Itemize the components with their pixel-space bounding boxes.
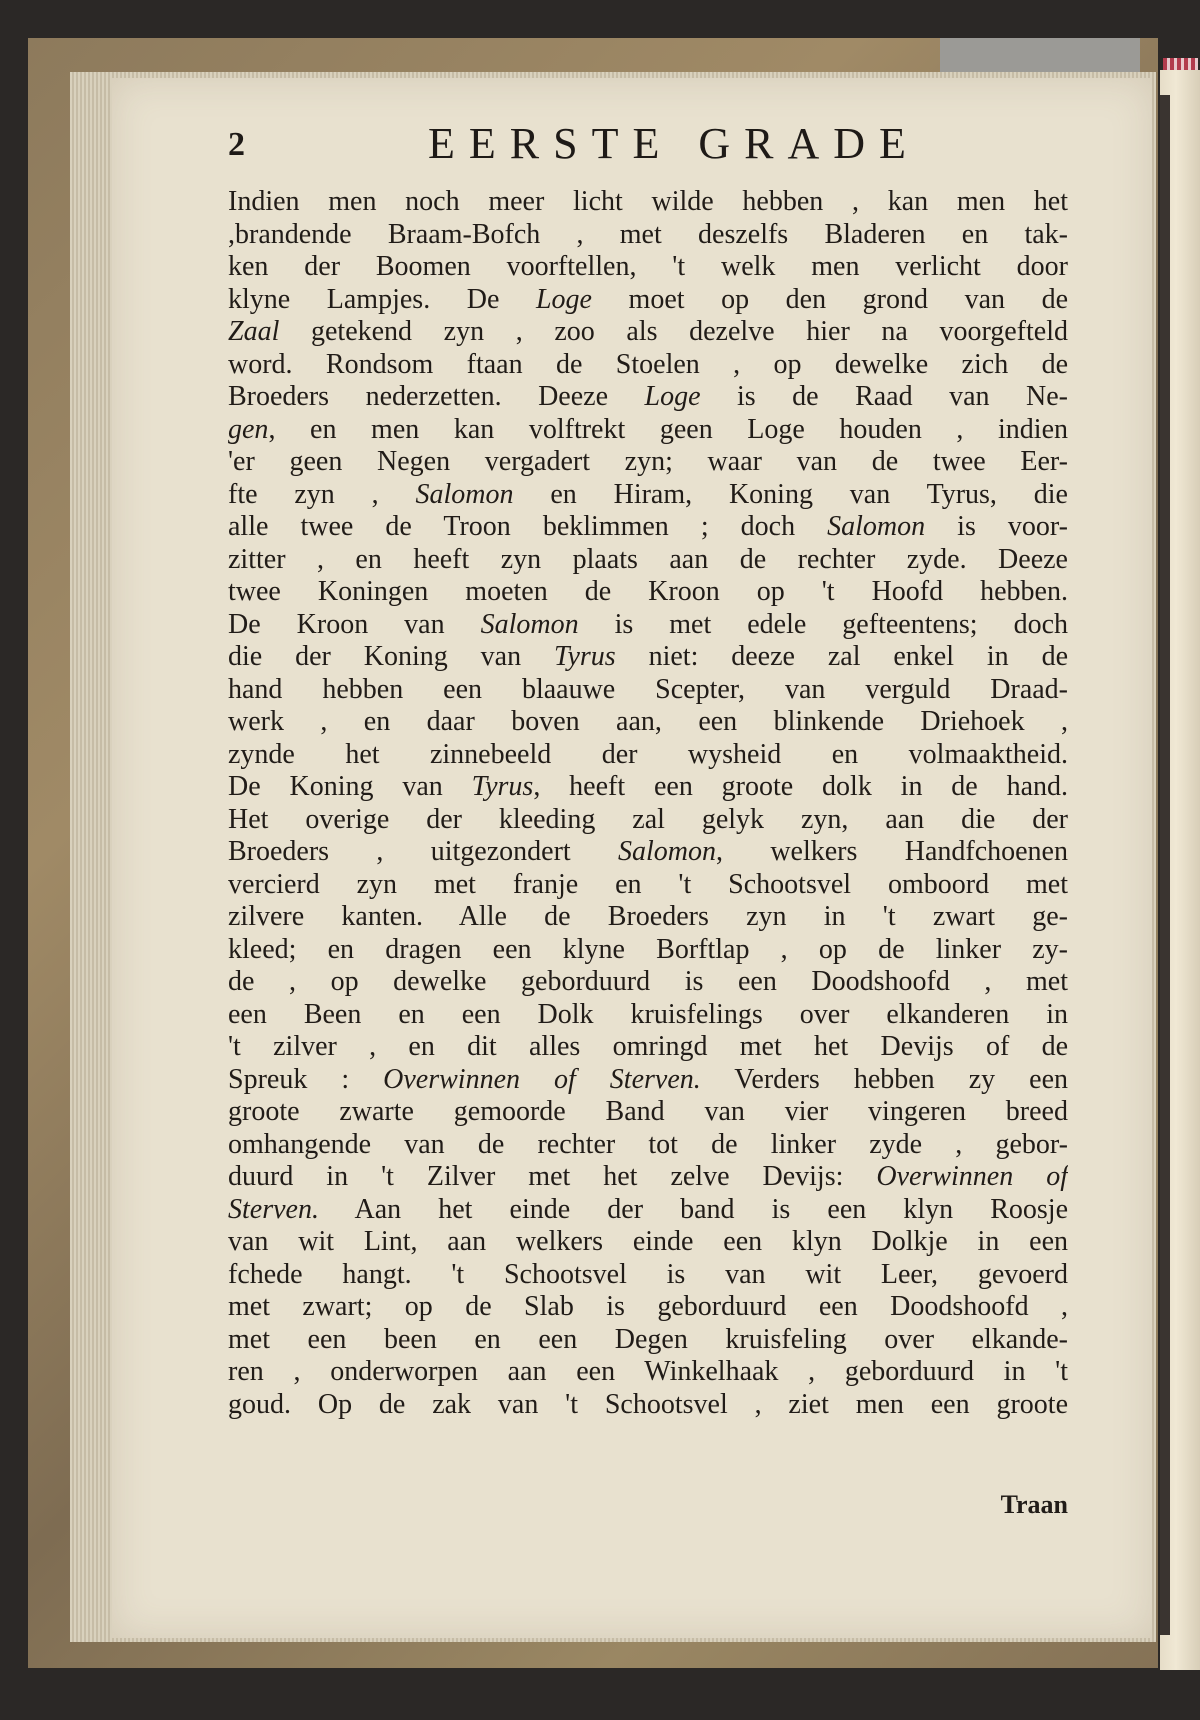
text-line [228, 739, 1068, 772]
text-run: is de Raad van Ne- [700, 381, 1068, 412]
italic-run: Salomon [415, 478, 514, 510]
italic-run: Salomon [827, 511, 926, 542]
italic-run: Loge [535, 283, 592, 315]
text-line [228, 1259, 1068, 1292]
text-line [228, 836, 1068, 869]
text-run: van wit Lint, aan welkers einde een klyn Dolkje in een [228, 1226, 1068, 1257]
text-line [228, 1324, 1068, 1357]
text-line [228, 934, 1068, 967]
italic-run: Zaal [228, 316, 280, 347]
text-run: moet op den grond van de [591, 283, 1068, 315]
text-line [228, 1064, 1068, 1097]
text-run: Het overige der kleeding zal gelyk zyn, aan die der [228, 803, 1068, 835]
page-header [228, 118, 1068, 180]
italic-run: Tyrus [553, 641, 616, 672]
italic-run: gen [228, 413, 269, 445]
text-line [228, 706, 1068, 739]
text-line [228, 284, 1068, 317]
text-run: 'er geen Negen vergadert zyn; waar van de twee Eer- [228, 446, 1068, 477]
text-line [228, 1194, 1068, 1227]
text-run: groote zwarte gemoorde Band van vier vingeren breed [228, 1096, 1068, 1127]
text-line [228, 1129, 1068, 1162]
text-line [228, 641, 1068, 674]
text-run: vercierd zyn met franje en 't Schootsvel omboord met [228, 868, 1068, 900]
catchword: Traan [1000, 1490, 1068, 1519]
text-line [228, 576, 1068, 609]
text-run: hand hebben een blaauwe Scepter, van verguld Draad- [228, 673, 1068, 705]
text-line [228, 544, 1068, 577]
text-line [228, 1291, 1068, 1324]
text-line [228, 901, 1068, 934]
text-run: twee Koningen moeten de Kroon op 't Hoofd hebben. [228, 576, 1068, 607]
text-run: goud. Op de zak van 't Schootsvel , ziet men een groote [228, 1388, 1068, 1420]
text-line [228, 316, 1068, 349]
text-line [228, 479, 1068, 512]
text-line [228, 771, 1068, 804]
text-run: 't zilver , en dit alles omringd met het Devijs of de [228, 1031, 1068, 1062]
text-run: en Hiram, Koning van Tyrus, die [513, 478, 1068, 510]
text-run: zitter , en heeft zyn plaats aan de rechter zyde. Deeze [228, 543, 1068, 575]
text-run: word. Rondsom ftaan de Stoelen , op dewelke zich de [228, 348, 1068, 380]
text-run: ,brandende Braam-Bofch , met deszelfs Bladeren en tak- [228, 218, 1068, 250]
text-run: , heeft een groote dolk in de hand. [533, 771, 1068, 802]
text-run: werk , en daar boven aan, een blinkende Driehoek , [228, 706, 1068, 737]
text-run: fchede hangt. 't Schootsvel is van wit Leer, gevoerd [228, 1258, 1068, 1290]
text-line [228, 349, 1068, 382]
text-run: zilvere kanten. Alle de Broeders zyn in 't zwart ge- [228, 901, 1068, 932]
italic-run: Tyrus [471, 771, 534, 802]
text-line [228, 1226, 1068, 1259]
text-run: Indien men noch meer licht wilde hebben , kan men het [228, 186, 1068, 217]
text-line [228, 674, 1068, 707]
text-line [228, 1031, 1068, 1064]
text-run: klyne Lampjes. De [228, 283, 536, 315]
text-run: niet: deeze zal enkel in de [615, 641, 1068, 672]
text-line [228, 251, 1068, 284]
text-line [228, 999, 1068, 1032]
text-line [228, 186, 1068, 219]
italic-run: Sterven. [228, 1193, 319, 1225]
text-line [228, 381, 1068, 414]
text-line [228, 219, 1068, 252]
text-run: , en men kan volftrekt geen Loge houden , indien [268, 413, 1068, 445]
text-run: ken der Boomen voorftellen, 't welk men verlicht door [228, 251, 1068, 282]
text-run: getekend zyn , zoo als dezelve hier na voorgefteld [279, 316, 1068, 347]
text-line [228, 804, 1068, 837]
text-line [228, 1356, 1068, 1389]
running-head: EERSTE GRADE [428, 119, 920, 168]
text-run: duurd in 't Zilver met het zelve Devijs: [228, 1161, 877, 1192]
italic-run: Loge [644, 381, 701, 412]
italic-run: Overwinnen of Sterven. [383, 1063, 701, 1095]
text-run: met een been en een Degen kruisfeling over elkande- [228, 1323, 1068, 1355]
text-line [228, 609, 1068, 642]
text-run: is voor- [925, 511, 1068, 542]
text-run: kleed; en dragen een klyne Borftlap , op de linker zy- [228, 933, 1068, 965]
text-run: De Koning van [228, 771, 472, 802]
text-line [228, 1161, 1068, 1194]
text-run: ren , onderworpen aan een Winkelhaak , geborduurd in 't [228, 1356, 1068, 1387]
text-line [228, 966, 1068, 999]
binding-thread [1163, 58, 1198, 70]
page-number: 2 [228, 126, 245, 163]
italic-run: Salomon [618, 836, 716, 867]
text-line [228, 1096, 1068, 1129]
text-run: zynde het zinnebeeld der wysheid en volmaaktheid. [228, 738, 1068, 770]
text-run: Spreuk : [228, 1063, 384, 1095]
body-text [228, 186, 1068, 1421]
text-run: Aan het einde der band is een klyn Roosje [318, 1193, 1068, 1225]
text-line [228, 869, 1068, 902]
text-line [228, 446, 1068, 479]
text-run: De Kroon van [228, 608, 481, 640]
text-line [228, 1389, 1068, 1422]
text-run: Broeders , uitgezondert [228, 836, 618, 867]
italic-run: Salomon [480, 608, 579, 640]
text-run: omhangende van de rechter tot de linker zyde , gebor- [228, 1128, 1068, 1160]
text-run: de , op dewelke geborduurd is een Doodshoofd , met [228, 966, 1068, 997]
text-run: fte zyn , [228, 478, 416, 510]
spine-strip [940, 38, 1140, 74]
text-run: alle twee de Troon beklimmen ; doch [228, 511, 828, 542]
text-line [228, 414, 1068, 447]
text-run: een Been en een Dolk kruisfelings over elkanderen in [228, 998, 1068, 1030]
text-line [228, 511, 1068, 544]
text-run: , welkers Handfchoenen [716, 836, 1068, 867]
gutter-shadow [1160, 95, 1170, 1635]
text-run: met zwart; op de Slab is geborduurd een Doodshoofd , [228, 1291, 1068, 1322]
text-run: is met edele gefteentens; doch [578, 608, 1068, 640]
text-run: die der Koning van [228, 641, 554, 672]
italic-run: Overwinnen of [876, 1161, 1068, 1192]
text-run: Verders hebben zy een [700, 1063, 1068, 1095]
text-run: Broeders nederzetten. Deeze [228, 381, 645, 412]
